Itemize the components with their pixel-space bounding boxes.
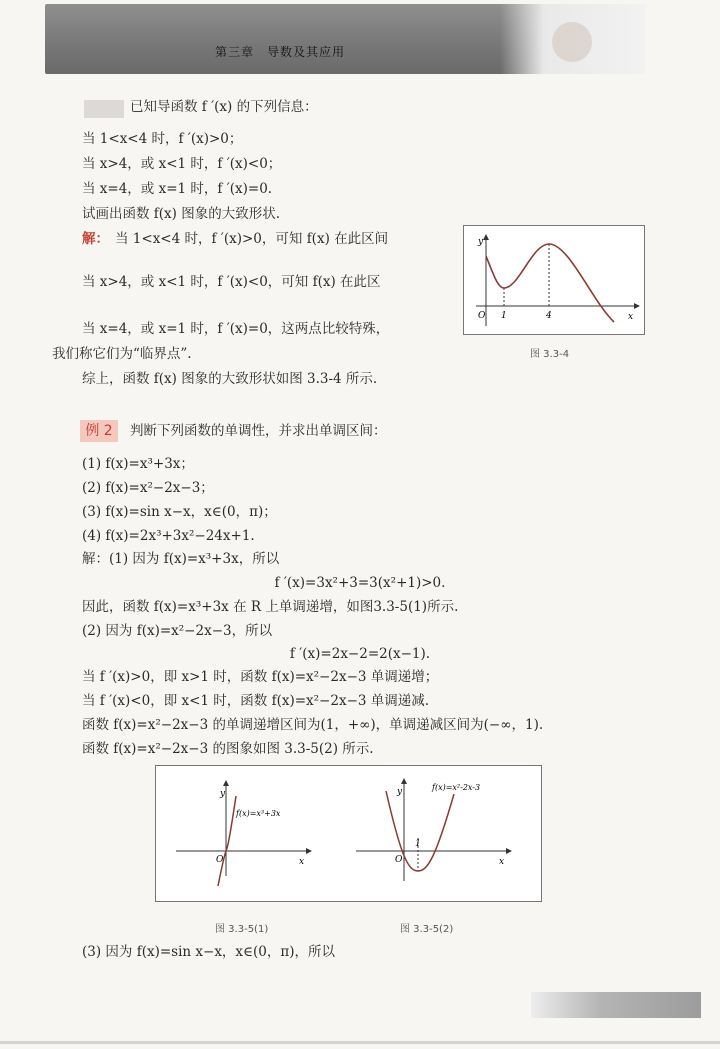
y-axis-label: y [478,237,484,247]
right-x-axis-arrow [506,848,512,854]
left-y-label: y [220,789,226,799]
example-1-solution-line: 我们称它们为“临界点”. [52,346,192,362]
left-x-axis-arrow [306,848,312,854]
figure-3-3-4 [463,225,645,335]
figure-3-3-4-caption: 图 3.3-4 [530,349,570,360]
left-y-axis-arrow [223,780,229,786]
right-origin-label: O [395,855,403,865]
chapter-title: 第三章 导数及其应用 [215,45,346,59]
example-2-solution-line: 函数 f(x)=x²−2x−3 的单调递增区间为(1，+∞)，单调递减区间为(−∞，1). [82,717,544,733]
example-1-statement: 已知导函数 f ′(x) 的下列信息： [130,99,318,115]
right-y-axis-arrow [401,778,407,784]
example-1-label-smudge [84,100,124,118]
example-1-condition-3: 当 x=4，或 x=1 时，f ′(x)=0. [82,181,273,197]
example-1-task: 试画出函数 f(x) 图象的大致形状. [82,206,281,222]
tick-label-4: 4 [546,311,552,321]
example-2-part-3: (3) 因为 f(x)=sin x−x，x∈(0，π)，所以 [82,944,336,960]
x-axis-arrow [634,303,640,309]
left-origin-label: O [216,855,224,865]
figure-3-3-4-graph [464,226,644,334]
example-2-item: (3) f(x)=sin x−x，x∈(0，π)； [82,504,277,520]
example-2-item: (1) f(x)=x³+3x； [82,456,194,472]
left-function-label: f(x)=x³+3x [236,809,281,818]
page-footer-bar [531,992,701,1018]
y-axis-arrow [483,234,489,240]
example-2-equation: f ′(x)=2x−2=2(x−1). [289,646,431,662]
example-1-condition-1: 当 1<x<4 时，f ′(x)>0； [82,131,243,147]
origin-label: O [478,311,486,321]
tick-label-1: 1 [501,311,507,321]
example-1-conclusion: 综上，函数 f(x) 图象的大致形状如图 3.3-4 所示. [82,371,378,387]
right-function-label: f(x)=x²-2x-3 [432,783,481,792]
figure-3-3-5-1-caption: 图 3.3-5(1) [215,924,269,935]
logo-seal [552,22,592,62]
example-2-tag: 例 2 [80,420,118,442]
example-2-solution-line: (2) 因为 f(x)=x²−2x−3，所以 [82,623,273,639]
example-2-equation: f ′(x)=3x²+3=3(x²+1)>0. [274,575,446,591]
example-2-item: (2) f(x)=x²−2x−3； [82,480,214,496]
example-1-solution-label: 解： [82,231,109,247]
example-2-solution-line: 当 f ′(x)>0，即 x>1 时，函数 f(x)=x²−2x−3 单调递增； [82,669,439,685]
figure-3-3-5-2-caption: 图 3.3-5(2) [400,924,454,935]
left-curve [218,796,236,886]
example-2-solution-line: 因此，函数 f(x)=x³+3x 在 R 上单调递增，如图3.3-5(1)所示. [82,599,459,615]
example-1-solution-line: 当 x=4，或 x=1 时，f ′(x)=0，这两点比较特殊， [82,321,390,337]
example-2-item: (4) f(x)=2x³+3x²−24x+1. [82,528,255,544]
figure-3-3-5-graphs [156,766,541,901]
page-bottom-line [0,1041,720,1044]
example-1-solution-line: 当 1<x<4 时，f ′(x)>0，可知 f(x) 在此区间 [115,231,389,247]
example-2-solution-line: 函数 f(x)=x²−2x−3 的图象如图 3.3-5(2) 所示. [82,741,374,757]
example-2-solution-line: 当 f ′(x)<0，即 x<1 时，函数 f(x)=x²−2x−3 单调递减. [82,693,430,709]
right-tick-label: 1 [415,839,421,849]
example-1-condition-2: 当 x>4，或 x<1 时，f ′(x)<0； [82,156,282,172]
example-1-solution-line: 当 x>4，或 x<1 时，f ′(x)<0，可知 f(x) 在此区 [82,274,381,290]
right-y-label: y [397,787,403,797]
figure-3-3-5 [155,765,542,902]
x-axis-label: x [628,312,634,322]
right-x-label: x [499,857,505,867]
example-2-intro: 判断下列函数的单调性，并求出单调区间： [130,423,387,439]
example-2-solution-line: 解：(1) 因为 f(x)=x³+3x，所以 [82,551,280,567]
left-x-label: x [299,857,305,867]
